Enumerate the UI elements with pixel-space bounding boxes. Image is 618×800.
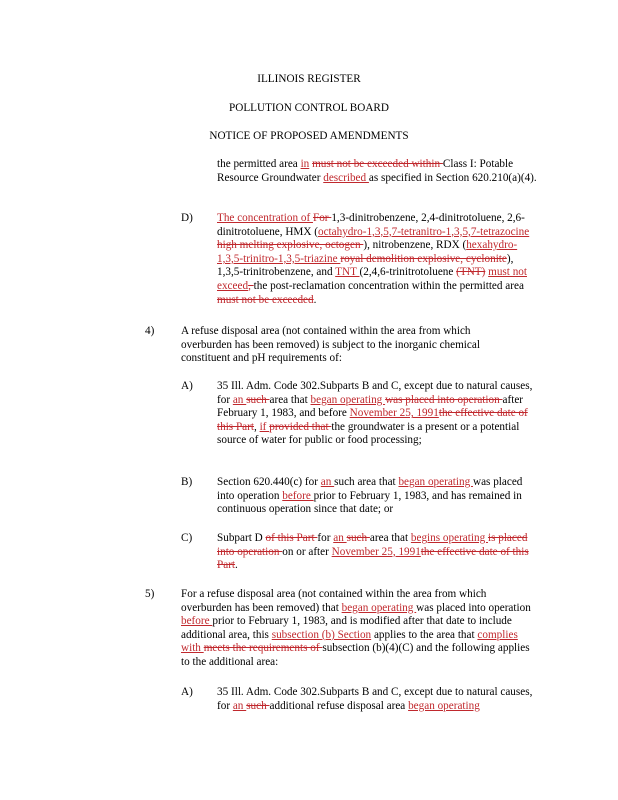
- item-4-label: 4): [145, 325, 155, 337]
- board-title: POLLUTION CONTROL BOARD: [229, 102, 389, 114]
- item-4-text: A refuse disposal area (not contained within the area from which overburden has been removed) is subject to the inorganic chemical constituent and pH requirements of:: [181, 325, 480, 365]
- item-4a-text: 35 Ill. Adm. Code 302.Subparts B and C, except due to natural causes, for an such area that began operating was placed into operation after February 1, 1983, and before November 25, 1991the effective date of this Part, if provided that the groundwater is a present or a potential source of water for public or food processing;: [217, 380, 533, 447]
- item-5a-label: A): [181, 686, 193, 698]
- item-5-text: For a refuse disposal area (not contained within the area from which overburden has been removed) that began operating was placed into operation before prior to February 1, 1983, and is modified after that date to include additional area, this subsection (b) Section applies to the area that complies with meets the requirements of subsection (b)(4)(C) and the following applies to the additional area:: [181, 588, 531, 668]
- item-d-text: The concentration of For 1,3-dinitrobenzene, 2,4-dinitrotoluene, 2,6-dinitrotoluene, HMX (octahydro-1,3,5,7-tetranitro-1,3,5,7-tetrazocine high melting explosive, octogen ), nitrobenzene, RDX (hexahydro-1,3,5-trinitro-1,3,5-triazine royal demolition explosive, cyclonite), 1,3,5-trinitrobenzene, and TNT (2,4,6-trinitrotoluene (TNT) must not exceed, the post-reclamation concentration within the permitted area must not be exceeded.: [217, 212, 530, 306]
- item-4a-label: A): [181, 380, 193, 392]
- item-4c-label: C): [181, 532, 193, 544]
- item-4b-text: Section 620.440(c) for an such area that began operating was placed into operation before prior to February 1, 1983, and has remained in continuous operation since that date; or: [217, 476, 523, 516]
- continuation-paragraph: the permitted area in must not be exceeded within Class I: Potable Resource Groundwater described as specified in Section 620.210(a)(4).: [217, 158, 537, 184]
- notice-title: NOTICE OF PROPOSED AMENDMENTS: [209, 130, 409, 142]
- item-d-label: D): [181, 212, 193, 224]
- register-title: ILLINOIS REGISTER: [257, 73, 361, 85]
- item-5a-text: 35 Ill. Adm. Code 302.Subparts B and C, except due to natural causes, for an such additional refuse disposal area began operating: [217, 686, 533, 712]
- item-4b-label: B): [181, 476, 193, 488]
- item-5-label: 5): [145, 588, 155, 600]
- item-4c-text: Subpart D of this Part for an such area that begins operating is placed into operation on or after November 25, 1991the effective date of this Part.: [217, 532, 529, 572]
